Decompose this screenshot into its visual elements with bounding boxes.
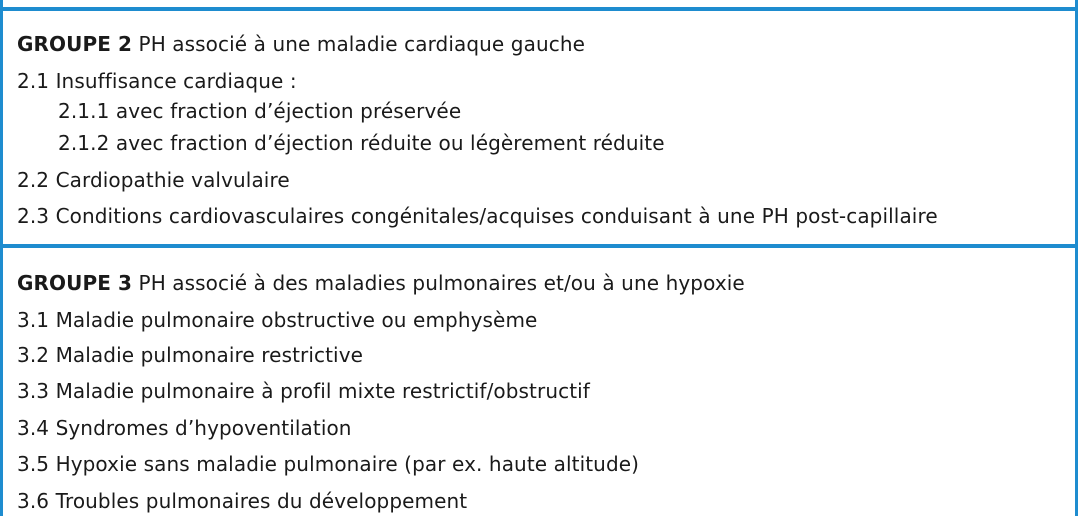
list-item-3-6: 3.6 Troubles pulmonaires du développement	[17, 489, 468, 513]
group-3-heading	[17, 271, 745, 295]
list-item-3-2: 3.2 Maladie pulmonaire restrictive	[17, 343, 364, 367]
list-item-2-1: 2.1 Insuffisance cardiaque :	[17, 69, 297, 93]
list-item-2-1-1: 2.1.1 avec fraction d’éjection préservée	[58, 99, 462, 123]
list-item-3-1: 3.1 Maladie pulmonaire obstructive ou emphysème	[17, 308, 538, 332]
group-3-title: PH associé à des maladies pulmonaires et/ou à une hypoxie	[138, 271, 745, 295]
group-2-label: GROUPE 2	[17, 32, 133, 56]
list-item-2-1-2: 2.1.2 avec fraction d’éjection réduite ou légèrement réduite	[58, 131, 665, 155]
list-item-3-3: 3.3 Maladie pulmonaire à profil mixte restrictif/obstructif	[17, 379, 590, 403]
list-item-3-5: 3.5 Hypoxie sans maladie pulmonaire (par ex. haute altitude)	[17, 452, 640, 476]
table-divider-top	[0, 7, 1078, 11]
list-item-2-2: 2.2 Cardiopathie valvulaire	[17, 168, 290, 192]
table-divider-middle	[0, 244, 1078, 248]
list-item-2-3: 2.3 Conditions cardiovasculaires congénitales/acquises conduisant à une PH post-capillaire	[17, 204, 938, 228]
group-2-heading	[17, 32, 585, 56]
group-2-title: PH associé à une maladie cardiaque gauche	[138, 32, 585, 56]
list-item-3-4: 3.4 Syndromes d’hypoventilation	[17, 416, 352, 440]
group-3-label: GROUPE 3	[17, 271, 133, 295]
